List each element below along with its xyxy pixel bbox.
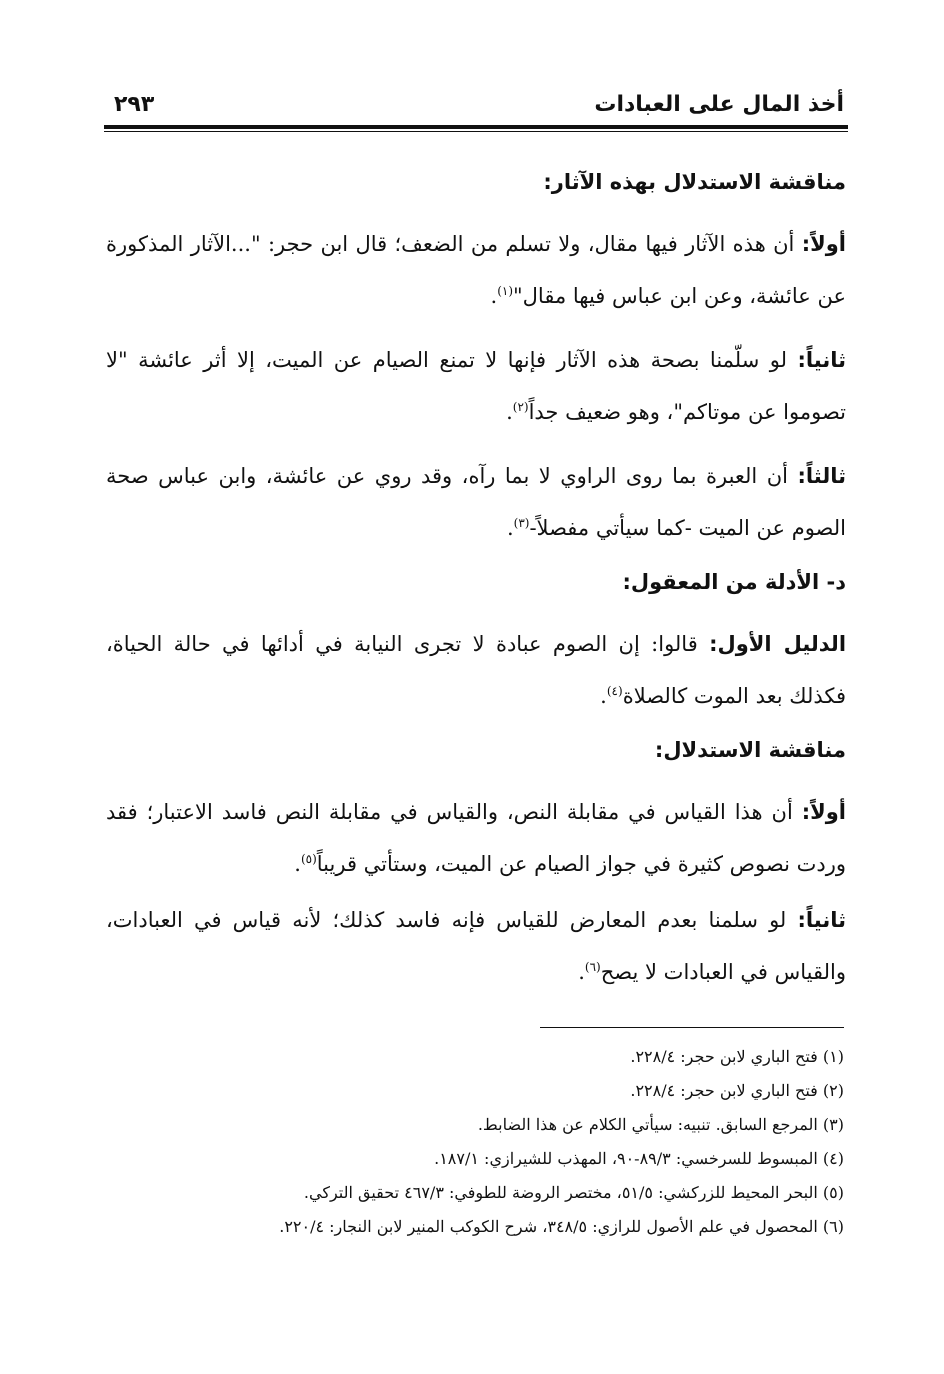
header-rule-thin [104, 131, 848, 132]
footnote-ref[interactable]: (٣) [513, 516, 530, 530]
page-number: ٢٩٣ [114, 92, 155, 117]
footnote-separator [540, 1027, 844, 1028]
main-text [106, 166, 846, 1010]
header-rule-thick [104, 125, 848, 129]
paragraph-lead: ثانياً: [797, 348, 846, 372]
footnote: (٢) فتح الباري لابن حجر: ٢٢٨/٤. [630, 1081, 844, 1100]
section-heading: مناقشة الاستدلال بهذه الآثار: [543, 170, 846, 194]
paragraph-end: . [600, 684, 607, 708]
footnote-ref[interactable]: (٢) [512, 400, 529, 414]
footnote-ref[interactable]: (٤) [606, 684, 623, 698]
footnote: (٤) المبسوط للسرخسي: ٨٩/٣-٩٠، المهذب للشيرازي: ١٨٧/١. [434, 1149, 844, 1168]
footnote: (٦) المحصول في علم الأصول للرازي: ٣٤٨/٥، شرح الكوكب المنير لابن النجار: ٢٢٠/٤. [279, 1217, 844, 1236]
paragraph-text: قالوا: إن الصوم عبادة لا تجرى النيابة في أدائها في حالة الحياة، فكذلك بعد الموت كالصلاة [106, 632, 846, 708]
paragraph-lead: أولاً: [801, 232, 846, 256]
paragraph-end: . [506, 400, 513, 424]
section-heading: د- الأدلة من المعقول: [622, 570, 846, 594]
footnote-ref[interactable]: (١) [497, 284, 514, 298]
paragraph-end: . [506, 516, 514, 540]
paragraph-text: لو سلّمنا بصحة هذه الآثار فإنها لا تمنع الصيام عن الميت، إلا أثر عائشة "لا تصوموا عن موتاكم"، وهو ضعيف جداً [106, 348, 846, 424]
running-title: أخذ المال على العبادات [594, 92, 844, 117]
paragraph-text: لو سلمنا بعدم المعارض للقياس فإنه فاسد كذلك؛ لأنه قياس في العبادات، والقياس في العبادات لا يصح [106, 908, 846, 984]
paragraph [106, 218, 846, 322]
paragraph [106, 618, 846, 722]
paragraph-text: أن هذه الآثار فيها مقال، ولا تسلم من الضعف؛ قال ابن حجر: "...الآثار المذكورة عن عائشة، وعن ابن عباس فيها مقال" [106, 232, 846, 308]
paragraph-lead: الدليل الأول: [709, 632, 847, 656]
paragraph-lead: ثالثاً: [797, 464, 846, 488]
section-heading: مناقشة الاستدلال: [654, 738, 846, 762]
footnote: (٣) المرجع السابق. تنبيه: سيأتي الكلام عن هذا الضابط. [477, 1115, 844, 1134]
running-header [108, 92, 844, 122]
paragraph-text: أن هذا القياس في مقابلة النص، والقياس في مقابلة النص فاسد الاعتبار؛ فقد وردت نصوص كثيرة في جواز الصيام عن الميت، وستأتي قريباً [106, 800, 846, 876]
footnotes [104, 1040, 844, 1244]
paragraph-end: . [490, 284, 498, 308]
footnote-ref[interactable]: (٥) [300, 852, 317, 866]
paragraph [106, 786, 846, 890]
paragraph-end: . [294, 852, 301, 876]
paragraph-text: أن العبرة بما روى الراوي لا بما رآه، وقد روي عن عائشة، وابن عباس صحة الصوم عن الميت -كما سيأتي مفصلاً- [106, 464, 846, 540]
footnote: (٥) البحر المحيط للزركشي: ٥١/٥، مختصر الروضة للطوفي: ٤٦٧/٣ تحقيق التركي. [303, 1183, 844, 1202]
paragraph [106, 334, 846, 438]
paragraph-end: . [578, 960, 585, 984]
paragraph-lead: أولاً: [801, 800, 846, 824]
footnote-ref[interactable]: (٦) [584, 960, 601, 974]
paragraph [106, 894, 846, 998]
paragraph [106, 450, 846, 554]
footnote: (١) فتح الباري لابن حجر: ٢٢٨/٤. [630, 1047, 844, 1066]
paragraph-lead: ثانياً: [797, 908, 846, 932]
